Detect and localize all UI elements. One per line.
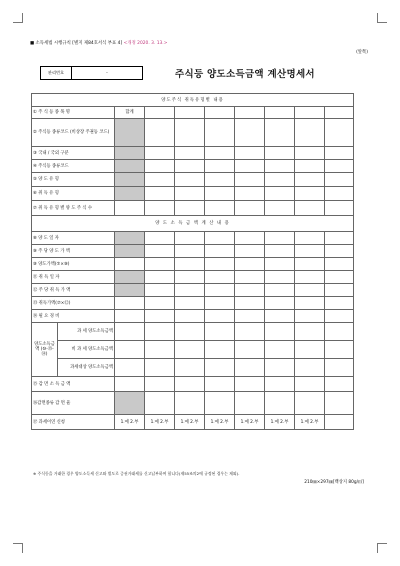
input-cell[interactable]: [145, 160, 175, 173]
input-cell[interactable]: [235, 284, 265, 297]
input-cell[interactable]: [265, 359, 295, 377]
input-cell[interactable]: [325, 323, 354, 341]
form-reference: ■ 소득세법 시행규칙 [별지 제84호서식 부표 4]: [30, 41, 123, 46]
crop-mark-top-left: [13, 13, 23, 23]
input-cell[interactable]: [145, 341, 175, 359]
input-cell[interactable]: [175, 173, 205, 187]
page-side-label: (앞쪽): [356, 50, 368, 55]
input-cell[interactable]: [235, 297, 265, 310]
input-cell[interactable]: [265, 107, 295, 119]
deferral-option[interactable]: 1.예 2.부: [115, 415, 145, 430]
input-cell[interactable]: [235, 201, 265, 216]
input-cell[interactable]: [295, 359, 325, 377]
input-cell[interactable]: [295, 173, 325, 187]
row-label-taxable-target-income: 과세대상 양도소득금액: [58, 359, 115, 377]
document-title: 주식등 양도소득금액 계산명세서: [175, 69, 315, 80]
input-cell[interactable]: [205, 310, 235, 323]
footnote: ※ 주식등을 거래한 경우 양도소득세 신고와 별도로 증권거래세를 신고납부하여 합니다(제55조의2에 규정된 경우는 제외).: [33, 471, 240, 476]
input-cell[interactable]: [295, 377, 325, 392]
input-cell[interactable]: [235, 245, 265, 258]
table-row: [32, 323, 354, 341]
input-cell[interactable]: [265, 201, 295, 216]
input-cell[interactable]: [265, 297, 295, 310]
input-cell[interactable]: [325, 232, 354, 245]
input-cell[interactable]: [265, 310, 295, 323]
input-cell[interactable]: [325, 107, 354, 119]
table-row: [32, 147, 354, 160]
table-row: [32, 187, 354, 201]
input-cell[interactable]: [175, 377, 205, 392]
total-cell-disabled: [115, 284, 145, 297]
input-cell[interactable]: [205, 392, 235, 415]
row-label-acquisition-date: ⑪ 취 득 일 자: [32, 271, 115, 284]
table-row: [32, 341, 354, 359]
input-cell[interactable]: [145, 245, 175, 258]
input-cell[interactable]: [145, 232, 175, 245]
input-cell[interactable]: [145, 323, 175, 341]
input-cell[interactable]: [265, 119, 295, 147]
total-cell[interactable]: [115, 310, 145, 323]
input-cell[interactable]: [145, 310, 175, 323]
deferral-option[interactable]: 1.예 2.부: [175, 415, 205, 430]
input-cell[interactable]: [265, 173, 295, 187]
input-cell[interactable]: [175, 323, 205, 341]
input-cell[interactable]: [205, 245, 235, 258]
row-label-transfer-type: ⑤ 양 도 유 형: [32, 173, 115, 187]
row-label-price-per-share: ⑨ 주 당 양 도 가 액: [32, 245, 115, 258]
input-cell[interactable]: [175, 392, 205, 415]
input-cell[interactable]: [265, 160, 295, 173]
total-cell-disabled: [115, 245, 145, 258]
input-cell[interactable]: [205, 284, 235, 297]
input-cell[interactable]: [265, 187, 295, 201]
table-row: [32, 392, 354, 415]
row-label-tax-deferral: ⑰ 과세이연 신청: [32, 415, 115, 430]
table-row: [32, 258, 354, 271]
input-cell[interactable]: [235, 323, 265, 341]
input-cell[interactable]: [295, 310, 325, 323]
table-row: [32, 107, 354, 119]
total-cell[interactable]: [115, 258, 145, 271]
input-cell[interactable]: [205, 297, 235, 310]
input-cell[interactable]: [295, 245, 325, 258]
calculation-table: [31, 93, 354, 430]
input-cell[interactable]: [175, 245, 205, 258]
input-cell[interactable]: [325, 258, 354, 271]
input-cell[interactable]: [145, 284, 175, 297]
input-cell[interactable]: [325, 415, 354, 430]
crop-mark-bottom-left: [13, 543, 23, 553]
input-cell[interactable]: [325, 187, 354, 201]
input-cell[interactable]: [145, 173, 175, 187]
table-row: [32, 359, 354, 377]
table-row: [32, 284, 354, 297]
section-title-income-calc: 양 도 소 득 금 액 계 산 내 용: [32, 216, 354, 232]
input-cell[interactable]: [175, 359, 205, 377]
input-cell[interactable]: [145, 147, 175, 160]
input-cell[interactable]: [265, 271, 295, 284]
row-label-acquisition-type: ⑥ 취 득 유 형: [32, 187, 115, 201]
input-cell[interactable]: [265, 258, 295, 271]
total-cell-disabled: [115, 187, 145, 201]
total-cell-disabled: [115, 147, 145, 160]
input-cell[interactable]: [205, 359, 235, 377]
input-cell[interactable]: [295, 160, 325, 173]
input-cell[interactable]: [295, 147, 325, 160]
input-cell[interactable]: [265, 284, 295, 297]
input-cell[interactable]: [295, 258, 325, 271]
management-number-field[interactable]: -: [106, 70, 108, 76]
crop-mark-bottom-right: [377, 543, 387, 553]
amendment-date: <개정 2020. 3. 13.>: [123, 41, 168, 46]
row-label-nontaxable-income: 비 과 세 양도소득금액: [58, 341, 115, 359]
input-cell[interactable]: [205, 201, 235, 216]
paper-spec: 210㎜×297㎜[백상지 80g/㎡]: [304, 480, 364, 485]
input-cell[interactable]: [205, 323, 235, 341]
title-row: [40, 64, 360, 82]
table-row: [32, 245, 354, 258]
table-row: [32, 173, 354, 187]
input-cell[interactable]: [265, 232, 295, 245]
input-cell[interactable]: [235, 271, 265, 284]
input-cell[interactable]: [175, 201, 205, 216]
total-cell[interactable]: [115, 201, 145, 216]
total-cell-disabled: [115, 160, 145, 173]
input-cell[interactable]: [145, 271, 175, 284]
input-cell[interactable]: [325, 245, 354, 258]
input-cell[interactable]: [145, 377, 175, 392]
total-cell[interactable]: [115, 341, 145, 359]
total-cell[interactable]: [115, 377, 145, 392]
input-cell[interactable]: [205, 119, 235, 147]
input-cell[interactable]: [145, 187, 175, 201]
input-cell[interactable]: [175, 341, 205, 359]
input-cell[interactable]: [175, 160, 205, 173]
total-cell-disabled: [115, 271, 145, 284]
input-cell[interactable]: [325, 341, 354, 359]
deferral-option[interactable]: 1.예 2.부: [145, 415, 175, 430]
form-header: [30, 40, 167, 46]
input-cell[interactable]: [145, 297, 175, 310]
management-number-box: [40, 66, 143, 80]
row-label-necessary-expenses: ⑭ 필 요 경 비: [32, 310, 115, 323]
input-cell[interactable]: [235, 107, 265, 119]
total-cell-disabled: [115, 232, 145, 245]
input-cell[interactable]: [235, 147, 265, 160]
input-cell[interactable]: [145, 201, 175, 216]
input-cell[interactable]: [205, 107, 235, 119]
input-cell[interactable]: [205, 173, 235, 187]
deferral-option[interactable]: 1.예 2.부: [235, 415, 265, 430]
input-cell[interactable]: [325, 392, 354, 415]
row-label-reduction-type-rate: ⑯감면종류 감 면 율: [32, 392, 115, 415]
deferral-option[interactable]: 1.예 2.부: [295, 415, 325, 430]
input-cell[interactable]: [265, 147, 295, 160]
input-cell[interactable]: [145, 359, 175, 377]
section-title-acquisition: 양도주식 취득유형별 내용: [32, 94, 354, 107]
crop-mark-top-right: [377, 13, 387, 23]
input-cell[interactable]: [175, 284, 205, 297]
input-cell[interactable]: [205, 341, 235, 359]
input-cell[interactable]: [295, 201, 325, 216]
input-cell[interactable]: [235, 341, 265, 359]
row-label-domestic-foreign: ③ 국내 / 국외 구분: [32, 147, 115, 160]
input-cell[interactable]: [265, 377, 295, 392]
management-number-label: 관리번호: [41, 67, 72, 79]
input-cell[interactable]: [205, 232, 235, 245]
total-cell[interactable]: [115, 297, 145, 310]
input-cell[interactable]: [205, 160, 235, 173]
input-cell[interactable]: [295, 271, 325, 284]
input-cell[interactable]: [145, 392, 175, 415]
total-cell[interactable]: [115, 359, 145, 377]
table-row: [32, 160, 354, 173]
input-cell[interactable]: [235, 310, 265, 323]
input-cell[interactable]: [175, 232, 205, 245]
group-label-transfer-income: 양도소득금액 (⑩-⑬-⑭): [32, 323, 58, 377]
input-cell[interactable]: [295, 187, 325, 201]
input-cell[interactable]: [325, 119, 354, 147]
input-cell[interactable]: [145, 258, 175, 271]
input-cell[interactable]: [325, 201, 354, 216]
input-cell[interactable]: [265, 245, 295, 258]
input-cell[interactable]: [145, 107, 175, 119]
total-column-header: 합계: [115, 107, 145, 119]
input-cell[interactable]: [325, 377, 354, 392]
input-cell[interactable]: [265, 341, 295, 359]
input-cell[interactable]: [235, 119, 265, 147]
total-cell-disabled: [115, 119, 145, 147]
table-row: [32, 377, 354, 392]
row-label-acq-price-per-share: ⑫ 주 당 취 득 가 액: [32, 284, 115, 297]
deferral-option[interactable]: 1.예 2.부: [205, 415, 235, 430]
table-row: [32, 232, 354, 245]
input-cell[interactable]: [175, 119, 205, 147]
input-cell[interactable]: [235, 187, 265, 201]
input-cell[interactable]: [295, 297, 325, 310]
table-row: [32, 310, 354, 323]
input-cell[interactable]: [295, 232, 325, 245]
input-cell[interactable]: [205, 258, 235, 271]
input-cell[interactable]: [325, 147, 354, 160]
input-cell[interactable]: [325, 359, 354, 377]
input-cell[interactable]: [235, 377, 265, 392]
deferral-option[interactable]: 1.예 2.부: [265, 415, 295, 430]
input-cell[interactable]: [175, 147, 205, 160]
input-cell[interactable]: [205, 377, 235, 392]
row-label-stock-type-code: ② 주식등 종류코드 (비상장 주권등 코드): [32, 119, 115, 147]
total-cell-disabled: [115, 173, 145, 187]
input-cell[interactable]: [235, 392, 265, 415]
input-cell[interactable]: [175, 187, 205, 201]
input-cell[interactable]: [175, 310, 205, 323]
total-cell-disabled: [115, 392, 145, 415]
input-cell[interactable]: [175, 297, 205, 310]
input-cell[interactable]: [235, 232, 265, 245]
input-cell[interactable]: [235, 160, 265, 173]
input-cell[interactable]: [325, 160, 354, 173]
input-cell[interactable]: [205, 271, 235, 284]
row-label-stock-code: ④ 주식등 종류코드: [32, 160, 115, 173]
input-cell[interactable]: [295, 107, 325, 119]
input-cell[interactable]: [295, 323, 325, 341]
table-row: [32, 297, 354, 310]
input-cell[interactable]: [205, 187, 235, 201]
table-row: [32, 271, 354, 284]
input-cell[interactable]: [265, 392, 295, 415]
input-cell[interactable]: [205, 147, 235, 160]
input-cell[interactable]: [295, 341, 325, 359]
table-row: [32, 119, 354, 147]
row-label-transfer-date: ⑧ 양 도 일 자: [32, 232, 115, 245]
input-cell[interactable]: [145, 119, 175, 147]
row-label-transfer-price: ⑩ 양도가액(⑦×⑨): [32, 258, 115, 271]
table-row: [32, 201, 354, 216]
input-cell[interactable]: [235, 258, 265, 271]
input-cell[interactable]: [325, 284, 354, 297]
input-cell[interactable]: [295, 284, 325, 297]
row-label-taxable-income: 과 세 양도소득금액: [58, 323, 115, 341]
input-cell[interactable]: [325, 310, 354, 323]
input-cell[interactable]: [325, 297, 354, 310]
input-cell[interactable]: [325, 173, 354, 187]
total-cell[interactable]: [115, 323, 145, 341]
input-cell[interactable]: [325, 271, 354, 284]
input-cell[interactable]: [295, 119, 325, 147]
input-cell[interactable]: [175, 258, 205, 271]
input-cell[interactable]: [265, 323, 295, 341]
input-cell[interactable]: [235, 359, 265, 377]
input-cell[interactable]: [295, 392, 325, 415]
row-label-acquisition-price: ⑬ 취득가액(⑦×⑫): [32, 297, 115, 310]
table-row: [32, 415, 354, 430]
input-cell[interactable]: [175, 271, 205, 284]
row-label-shares-by-type: ⑦ 취 득 유 형 별 양 도 주 식 수: [32, 201, 115, 216]
input-cell[interactable]: [235, 173, 265, 187]
row-label-stock-name: ① 주 식 등 종 목 명: [32, 107, 115, 119]
row-label-reduced-income: ⑮ 감 면 소 득 금 액: [32, 377, 115, 392]
input-cell[interactable]: [175, 107, 205, 119]
